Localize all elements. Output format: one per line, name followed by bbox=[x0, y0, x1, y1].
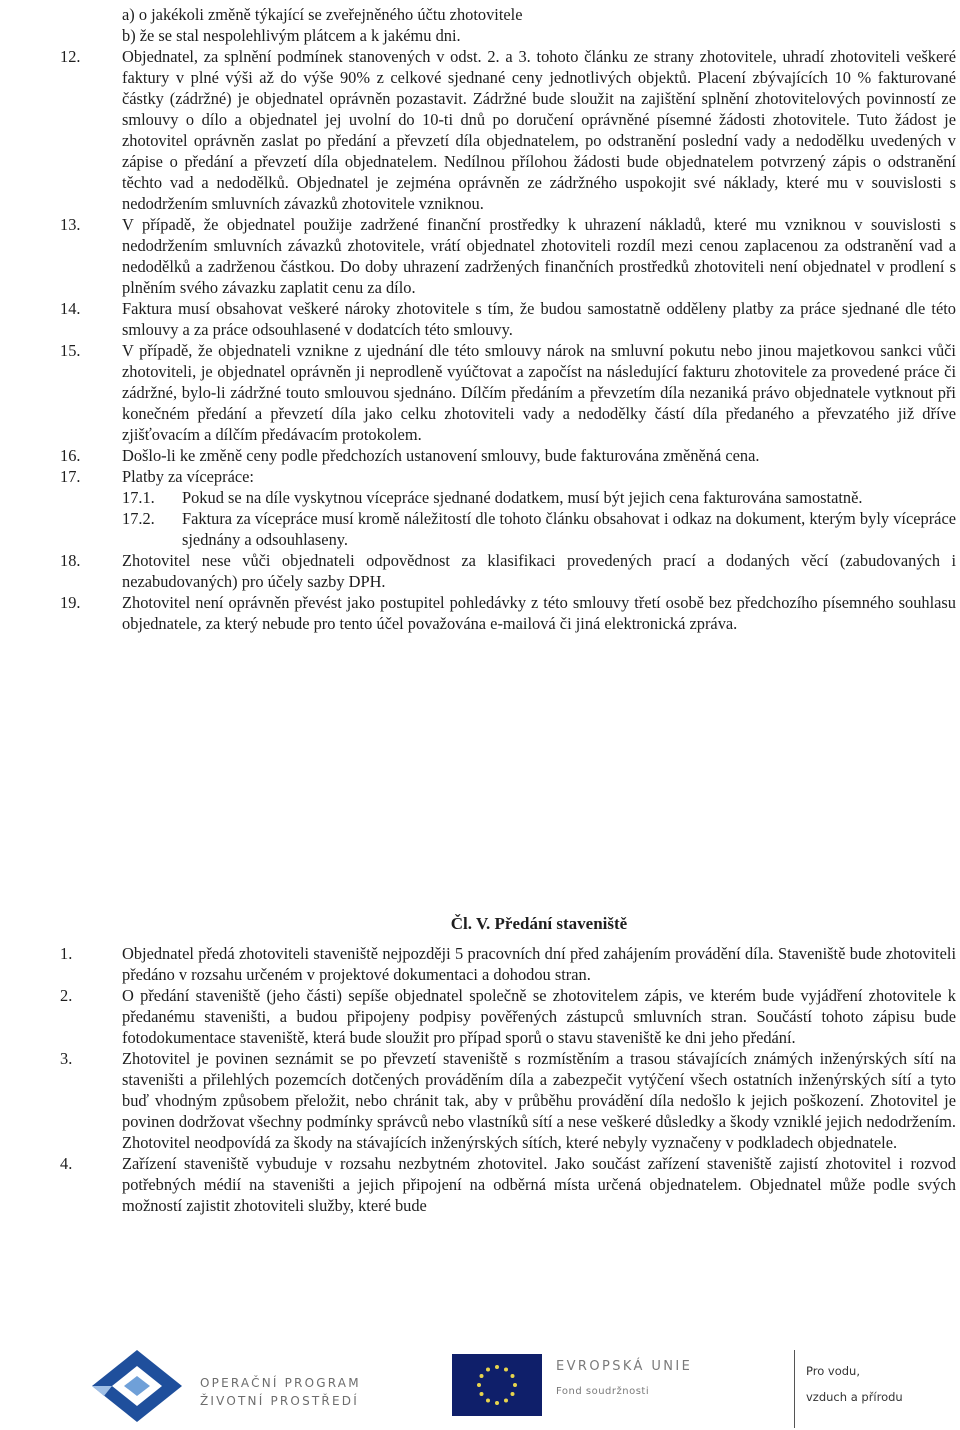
clause-text: Objednatel, za splnění podmínek stanovených v odst. 2. a 3. tohoto článku ze strany zhotovitele, uhradí zhotoviteli veškeré faktury v plné výši až do výše 90% z celkové sjednané ceny jednotlivých objektů. Placení zbývajících 10 % fakturované částky (zádržné) je objednatel oprávněn pozastavit. Zádržné bude sloužit na zajištění splnění zhotovitelových povinností ze smlouvy o dílo a objednatel jej uvolní do 10-ti dnů po doručení oprávněné písemné žádosti zhotovitele. Tuto žádost je zhotovitel oprávněn zaslat po předání a převzetí díla objednatelem, po odstranění poslední vady a nedodělku uvedených v zápise o předání a převzetí díla objednatelem. Nedílnou přílohou žádosti bude objednatelem potvrzený zápis o odstranění těchto vad a nedodělků. Objednatel je zejména oprávněn ze zádržného uspokojit své náklady, které mu v souvislosti s nedodržením smluvních závazků zhotovitele vzniknou. bbox=[122, 47, 956, 213]
slogan-line: vzduch a přírodu bbox=[806, 1390, 903, 1404]
clause-16 bbox=[60, 445, 956, 466]
operational-program-text bbox=[200, 1374, 361, 1410]
clause-number: 16. bbox=[60, 446, 81, 465]
clause-5-4 bbox=[60, 1153, 956, 1216]
clause-number: 12. bbox=[60, 47, 81, 66]
continuation-line: b) že se stal nespolehlivým plátcem a k jakému dni. bbox=[122, 26, 461, 45]
clause-text: Zhotovitel není oprávněn převést jako postupitel pohledávky z této smlouvy třetí osobě bez předchozího písemného souhlasu objednatele, za který nebude pro tento účel považována e-mailová či jiná elektronická zpráva. bbox=[122, 593, 956, 633]
clause-text: V případě, že objednateli vznikne z ujednání dle této smlouvy nárok na smluvní pokutu nebo jinou majetkovou sankci vůči zhotoviteli, je objednatel oprávněn ji neprodleně vyúčtovat a započíst na následující fakturu zhotovitele za provedené práce či zádržné, bylo-li zádržné touto smlouvou sjednáno. Dílčím předáním a převzetím díla nezaniká právo objednatele vytknout při konečném předání a převzetí díla jako celku zhotoviteli vady a nedodělky částí díla předaného a převzatého již dříve zjišťovacím a dílčím předávacím protokolem. bbox=[122, 341, 956, 444]
clause-15 bbox=[60, 340, 956, 445]
program-line: ŽIVOTNÍ PROSTŘEDÍ bbox=[200, 1394, 359, 1408]
eu-line: EVROPSKÁ UNIE bbox=[556, 1359, 693, 1374]
article-5-heading: Čl. V. Předání staveniště bbox=[450, 914, 628, 933]
clause-number: 2. bbox=[60, 986, 73, 1005]
subclause-text: Pokud se na díle vyskytnou vícepráce sjednané dodatkem, musí být jejich cena fakturována samostatně. bbox=[182, 488, 863, 507]
clause-text: Došlo-li ke změně ceny podle předchozích ustanovení smlouvy, bude fakturována změněná cena. bbox=[122, 446, 760, 465]
clause-5-2 bbox=[60, 985, 956, 1048]
clause-5-1 bbox=[60, 943, 956, 985]
clause-text: Faktura musí obsahovat veškeré nároky zhotovitele s tím, že budou samostatně odděleny platby za práce sjednané dle této smlouvy a za práce odsouhlasené v dodatcích této smlouvy. bbox=[122, 299, 956, 339]
footer-logos bbox=[0, 1336, 960, 1430]
footer-divider bbox=[794, 1350, 795, 1428]
clause-18 bbox=[60, 550, 956, 592]
clause-number: 19. bbox=[60, 593, 81, 612]
clause-17 bbox=[60, 466, 956, 487]
subclause-number: 17.2. bbox=[122, 509, 155, 528]
slogan-line: Pro vodu, bbox=[806, 1364, 860, 1378]
clause-number: 18. bbox=[60, 551, 81, 570]
clause-text: Zařízení staveniště vybuduje v rozsahu nezbytném zhotovitel. Jako součást zařízení staveniště zajistí zhotovitel i rozvod potřebných médií na staveništi a jejich připojení na odběrná místa určená objednatelem. Objednatel může podle svých možností zajistit zhotoviteli služby, které bude bbox=[122, 1154, 956, 1215]
article-4-block bbox=[60, 4, 956, 634]
clause-number: 14. bbox=[60, 299, 81, 318]
clause-17-1 bbox=[60, 487, 956, 508]
subclause-number: 17.1. bbox=[122, 488, 155, 507]
program-line: OPERAČNÍ PROGRAM bbox=[200, 1376, 361, 1390]
clause-text: V případě, že objednatel použije zadržené finanční prostředky k uhrazení nákladů, které mu vzniknou v souvislosti s nedodržením smluvních závazků zhotovitele, vrátí objednatel zhotoviteli rozdíl mezi cenou zaplacenou za odstranění vad a nedodělků a zadrženou částkou. Do doby uhrazení zadržených finančních prostředků zhotoviteli není objednatel v prodlení s plněním svého závazku zaplatit cenu za dílo. bbox=[122, 215, 956, 297]
clause-number: 1. bbox=[60, 944, 73, 963]
clause-number: 13. bbox=[60, 215, 81, 234]
eu-flag-icon bbox=[452, 1354, 542, 1416]
continuation-line: a) o jakékoli změně týkající se zveřejněného účtu zhotovitele bbox=[122, 5, 523, 24]
slogan bbox=[806, 1358, 903, 1410]
clause-number: 15. bbox=[60, 341, 81, 360]
clause-5-3 bbox=[60, 1048, 956, 1153]
clause-text: O předání staveniště (jeho části) sepíše objednatel společně se zhotovitelem zápis, ve kterém bude vyjádření zhotovitele k předanému staveništi, a budou připojeny podpisy pověřených zástupců smluvních stran. Součástí tohoto zápisu bude fotodokumentace staveniště, která bude sloužit pro případ sporů o stavu staveniště ke dni jeho předání. bbox=[122, 986, 956, 1047]
operational-program-logo-icon bbox=[82, 1346, 192, 1426]
fund-line: Fond soudržnosti bbox=[556, 1386, 650, 1397]
clause-text: Platby za vícepráce: bbox=[122, 467, 254, 486]
clause-number: 17. bbox=[60, 467, 81, 486]
clause-14 bbox=[60, 298, 956, 340]
article-5-block bbox=[60, 943, 956, 1216]
clause-text: Objednatel předá zhotoviteli staveniště nejpozději 5 pracovních dní před zahájením provádění díla. Staveniště bude zhotoviteli předáno v rozsahu určeném v projektové dokumentaci a dohodou stran. bbox=[122, 944, 956, 984]
clause-19 bbox=[60, 592, 956, 634]
eu-text bbox=[556, 1356, 692, 1402]
clause-13 bbox=[60, 214, 956, 298]
subclause-text: Faktura za vícepráce musí kromě náležitostí dle tohoto článku obsahovat i odkaz na dokument, kterým byly vícepráce sjednány a odsouhlaseny. bbox=[182, 509, 956, 549]
clause-17-2 bbox=[60, 508, 956, 550]
clause-text: Zhotovitel nese vůči objednateli odpovědnost za klasifikaci provedených prací a dodaných věcí (zabudovaných i nezabudovaných) pro účely sazby DPH. bbox=[122, 551, 956, 591]
clause-text: Zhotovitel je povinen seznámit se po převzetí staveniště s rozmístěním a trasou stávajících známých inženýrských sítí na staveništi a přilehlých pozemcích dotčených prováděním díla a zabezpečit vytýčení všech ostatních inženýrských sítí a tyto buď vhodným způsobem přeložit, nebo chránit tak, aby v průběhu provádění díla nedošlo k jejich poškození. Zhotovitel je povinen dodržovat všechny podmínky správců nebo vlastníků sítí a nese veškeré důsledky a škody vzniklé jejich nedodržením. Zhotovitel neodpovídá za škody na stávajících inženýrských sítích, které nebyly vyznačeny v podkladech objednatele. bbox=[122, 1049, 956, 1152]
clause-number: 4. bbox=[60, 1154, 73, 1173]
clause-number: 3. bbox=[60, 1049, 73, 1068]
clause-12 bbox=[60, 46, 956, 214]
